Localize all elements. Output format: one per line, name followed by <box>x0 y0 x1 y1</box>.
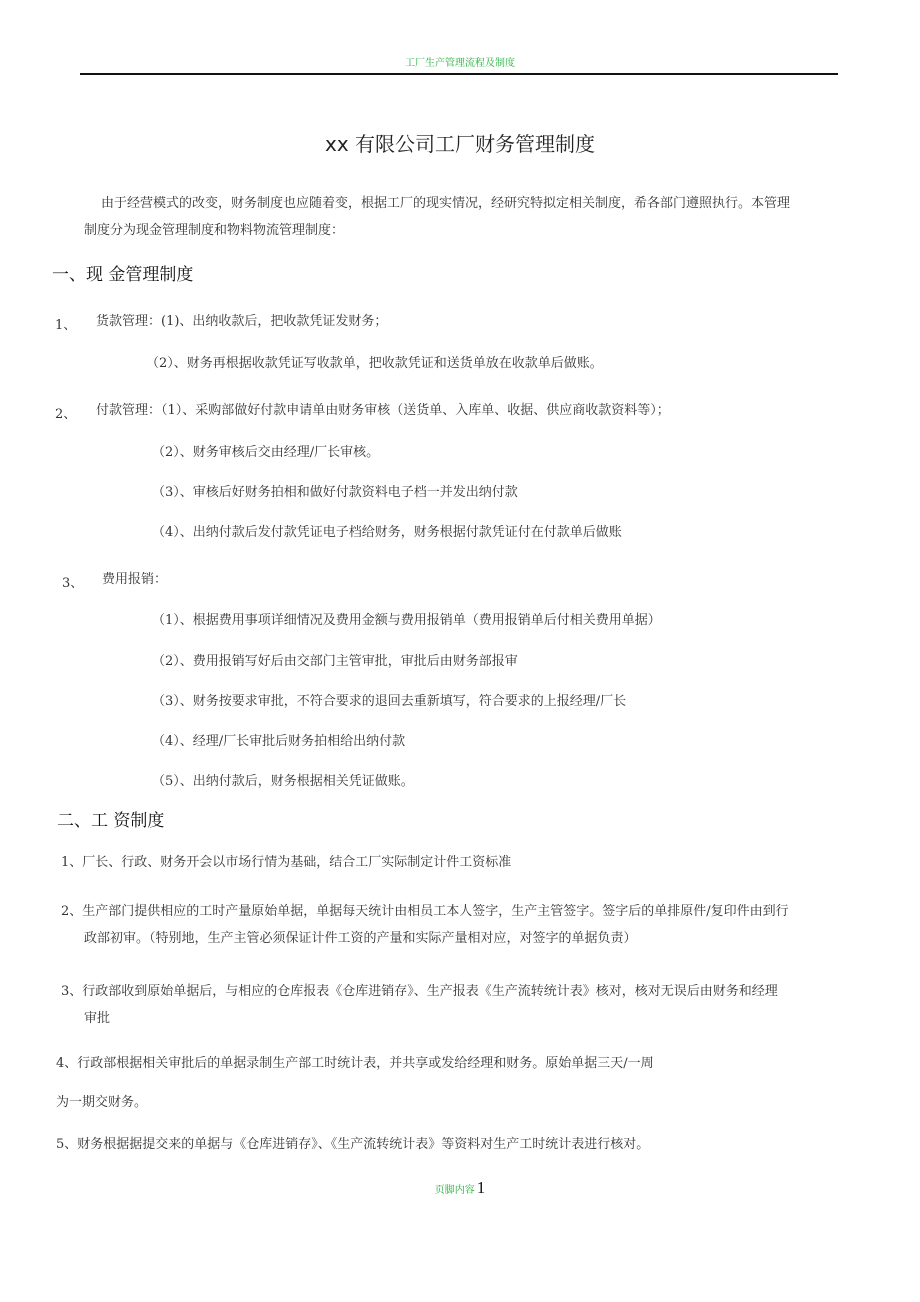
section-1-heading: 一、现 金管理制度 <box>52 265 194 285</box>
wage-item-3-line-1: 3、行政部收到原始单据后，与相应的仓库报表《仓库进销存》、生产报表《生产流转统计表》核对，核对无误后由财务和经理 <box>61 984 778 999</box>
item-2-number: 2、 <box>55 407 77 422</box>
item-3-sub-4: （4）、经理/厂长审批后财务拍相给出纳付款 <box>152 734 406 749</box>
item-3-sub-5: （5）、出纳付款后，财务根据相关凭证做账。 <box>152 774 414 789</box>
document-title: xx 有限公司工厂财务管理制度 <box>324 132 596 156</box>
wage-item-4-line-2: 为一期交财务。 <box>56 1095 148 1110</box>
wage-item-2-line-1: 2、生产部门提供相应的工时产量原始单据，单据每天统计由相员工本人签字，生产主管签字。签字后的单排原件/复印件由到行 <box>61 904 789 919</box>
intro-line-1: 由于经营模式的改变，财务制度也应随着变，根据工厂的现实情况，经研究特拟定相关制度，希各部门遵照执行。本管理 <box>101 196 791 211</box>
item-2-sub-2: （2）、财务审核后交由经理/厂长审核。 <box>152 445 380 460</box>
item-3-number: 3、 <box>62 576 84 591</box>
intro-line-2: 制度分为现金管理制度和物料物流管理制度： <box>84 223 345 238</box>
item-3-label: 费用报销： <box>102 572 168 587</box>
header-rule <box>80 73 838 75</box>
item-1-label: 货款管理：(1)、出纳收款后，把收款凭证发财务； <box>96 314 388 329</box>
wage-item-2-line-2: 政部初审。（特别地，生产主管必须保证计件工资的产量和实际产量相对应，对签字的单据负责） <box>84 931 637 946</box>
section-2-heading: 二、工 资制度 <box>57 811 165 831</box>
item-3-sub-3: （3）、财务按要求审批，不符合要求的退回去重新填写，符合要求的上报经理/厂长 <box>152 694 627 709</box>
item-2-sub-4: （4）、出纳付款后发付款凭证电子档给财务，财务根据付款凭证付在付款单后做账 <box>152 525 622 540</box>
item-2-sub-3: （3）、审核后好财务拍相和做好付款资料电子档一并发出纳付款 <box>152 485 518 500</box>
page-number: 1 <box>476 1178 486 1197</box>
wage-item-1: 1、厂长、行政、财务开会以市场行情为基础，结合工厂实际制定计件工资标准 <box>61 855 512 870</box>
wage-item-5: 5、财务根据据提交来的单据与《仓库进销存》、《生产流转统计表》等资料对生产工时统计表进行核对。 <box>56 1137 650 1152</box>
item-3-sub-2: （2）、费用报销写好后由交部门主管审批，审批后由财务部报审 <box>152 654 518 669</box>
footer-text: 页脚内容 <box>434 1185 475 1196</box>
wage-item-4-line-1: 4、行政部根据相关审批后的单据录制生产部工时统计表，并共享或发给经理和财务。原始单据三天/一周 <box>56 1056 654 1071</box>
item-1-sub-2: （2）、财务再根据收款凭证写收款单，把收款凭证和送货单放在收款单后做账。 <box>146 356 603 371</box>
item-1-number: 1、 <box>55 318 77 333</box>
page-footer <box>0 1178 920 1198</box>
item-2-label: 付款管理：（1）、采购部做好付款申请单由财务审核（送货单、入库单、收据、供应商收款资料等）； <box>96 403 670 418</box>
running-header: 工厂生产管理流程及制度 <box>405 58 515 69</box>
item-3-sub-1: （1）、根据费用事项详细情况及费用金额与费用报销单（费用报销单后付相关费用单据） <box>152 613 661 628</box>
wage-item-3-line-2: 审批 <box>84 1011 111 1026</box>
